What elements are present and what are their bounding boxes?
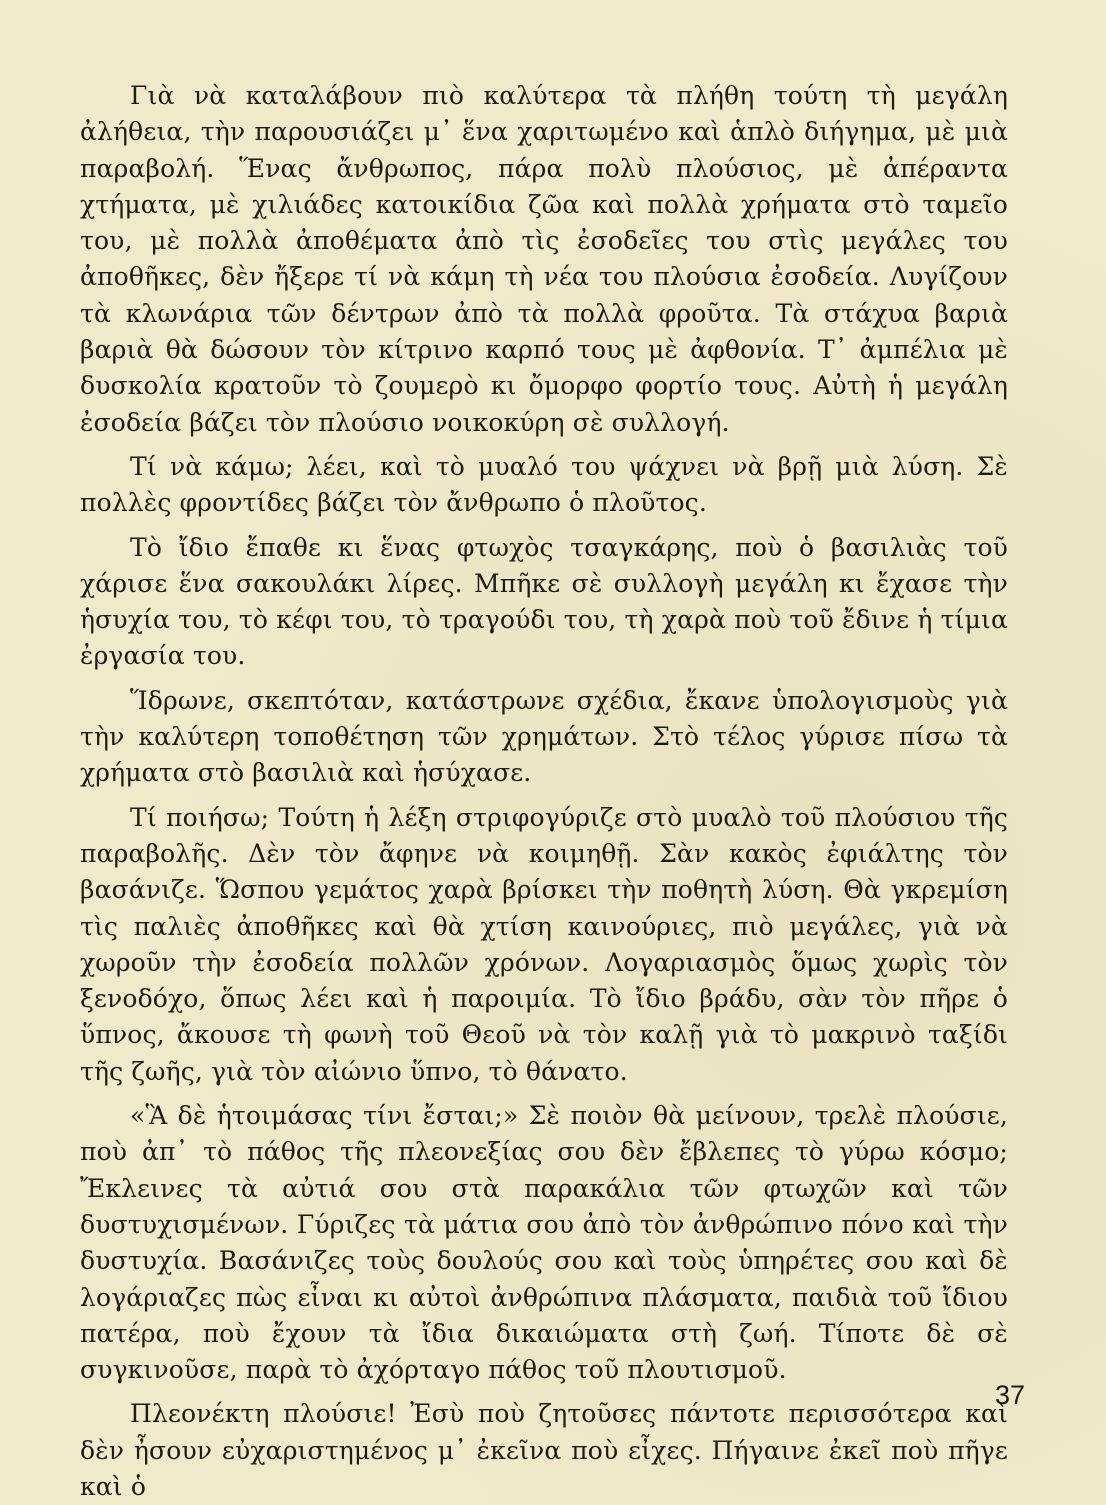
paragraph-5: Τί ποιήσω; Τούτη ἡ λέξη στριφογύριζε στὸ μυαλὸ τοῦ πλούσιου τῆς παραβολῆς. Δὲν τὸν ἄφηνε νὰ κοιμηθῇ. Σὰν κακὸς ἐφιάλτης τὸν βασάνιζε. Ὥσπου γεμάτος χαρὰ βρίσκει τὴν ποθητὴ λύση. Θὰ γκρεμίση τὶς παλιὲς ἀποθῆκες καὶ θὰ χτίση καινούριες, πιὸ μεγάλες, γιὰ νὰ χωροῦν τὴν ἐσοδεία πολλῶν χρόνων. Λογαριασμὸς ὅμως χωρὶς τὸν ξενοδόχο, ὅπως λέει καὶ ἡ παροιμία. Τὸ ἴδιο βράδυ, σὰν τὸν πῆρε ὁ ὕπνος, ἄκουσε τὴ φωνὴ τοῦ Θεοῦ νὰ τὸν καλῇ γιὰ τὸ μακρινὸ ταξίδι τῆς ζωῆς, γιὰ τὸν αἰώνιο ὕπνο, τὸ θάνατο. [80, 802, 1008, 1086]
paragraph-6: «Ἃ δὲ ἡτοιμάσας τίνι ἔσται;» Σὲ ποιὸν θὰ μείνουν, τρελὲ πλούσιε, ποὺ ἀπ᾽ τὸ πάθος τῆς πλεονεξίας σου δὲν ἔβλεπες τὸ γύρω κόσμο; Ἔκλεινες τὰ αὐτιά σου στὰ παρακάλια τῶν φτωχῶν καὶ τῶν δυστυχισμένων. Γύριζες τὰ μάτια σου ἀπὸ τὸν ἀνθρώπινο πόνο καὶ τὴν δυστυχία. Βασάνιζες τοὺς δουλούς σου καὶ τοὺς ὑπηρέτες σου καὶ δὲ λογάριαζες πὼς εἶναι κι αὐτοὶ ἀνθρώπινα πλάσματα, παιδιὰ τοῦ ἴδιου πατέρα, ποὺ ἔχουν τὰ ἴδια δικαιώματα στὴ ζωή. Τίποτε δὲ σὲ συγκινοῦσε, παρὰ τὸ ἀχόρταγο πάθος τοῦ πλουτισμοῦ. [80, 1101, 1008, 1385]
page-number: 37 [994, 1380, 1025, 1410]
body-text [80, 78, 1008, 1505]
paragraph-1: Γιὰ νὰ καταλάβουν πιὸ καλύτερα τὰ πλήθη τούτη τὴ μεγάλη ἀλήθεια, τὴν παρουσιάζει μ᾽ ἕνα χαριτωμένο καὶ ἁπλὸ διήγημα, μὲ μιὰ παραβολή. Ἕνας ἄνθρωπος, πάρα πολὺ πλούσιος, μὲ ἀπέραντα χτήματα, μὲ χιλιάδες κατοικίδια ζῶα καὶ πολλὰ χρήματα στὸ ταμεῖο του, μὲ πολλὰ ἀποθέματα ἀπὸ τὶς ἐσοδεῖες του στὶς μεγάλες του ἀποθῆκες, δὲν ἤξερε τί νὰ κάμη τὴ νέα του πλούσια ἐσοδεία. Λυγίζουν τὰ κλωνάρια τῶν δέντρων ἀπὸ τὰ πολλὰ φροῦτα. Τὰ στάχυα βαριὰ βαριὰ θὰ δώσουν τὸν κίτρινο καρπό τους μὲ ἀφθονία. Τ᾽ ἀμπέλια μὲ δυσκολία κρατοῦν τὸ ζουμερὸ κι ὄμορφο φορτίο τους. Αὐτὴ ἡ μεγάλη ἐσοδεία βάζει τὸν πλούσιο νοικοκύρη σὲ συλλογή. [80, 81, 1008, 437]
paragraph-2: Τί νὰ κάμω; λέει, καὶ τὸ μυαλό του ψάχνει νὰ βρῇ μιὰ λύση. Σὲ πολλὲς φροντίδες βάζει τὸν ἄνθρωπο ὁ πλοῦτος. [80, 451, 1008, 518]
paragraph-4: Ἵδρωνε, σκεπτόταν, κατάστρωνε σχέδια, ἔκανε ὑπολογισμοὺς γιὰ τὴν καλύτερη τοποθέτηση τῶν χρημάτων. Στὸ τέλος γύρισε πίσω τὰ χρήματα στὸ βασιλιὰ καὶ ἡσύχασε. [80, 685, 1008, 788]
paragraph-7: Πλεονέκτη πλούσιε! Ἐσὺ ποὺ ζητοῦσες πάντοτε περισσότερα καὶ δὲν ἦσουν εὐχαριστημένος μ᾽ ἐκεῖνα ποὺ εἶχες. Πήγαινε ἐκεῖ ποὺ πῆγε καὶ ὁ [80, 1399, 1008, 1501]
paragraph-3: Τὸ ἴδιο ἔπαθε κι ἕνας φτωχὸς τσαγκάρης, ποὺ ὁ βασιλιὰς τοῦ χάρισε ἕνα σακουλάκι λίρες. Μπῆκε σὲ συλλογὴ μεγάλη κι ἔχασε τὴν ἡσυχία του, τὸ κέφι του, τὸ τραγούδι του, τὴ χαρὰ ποὺ τοῦ ἔδινε ἡ τίμια ἐργασία του. [80, 532, 1008, 671]
